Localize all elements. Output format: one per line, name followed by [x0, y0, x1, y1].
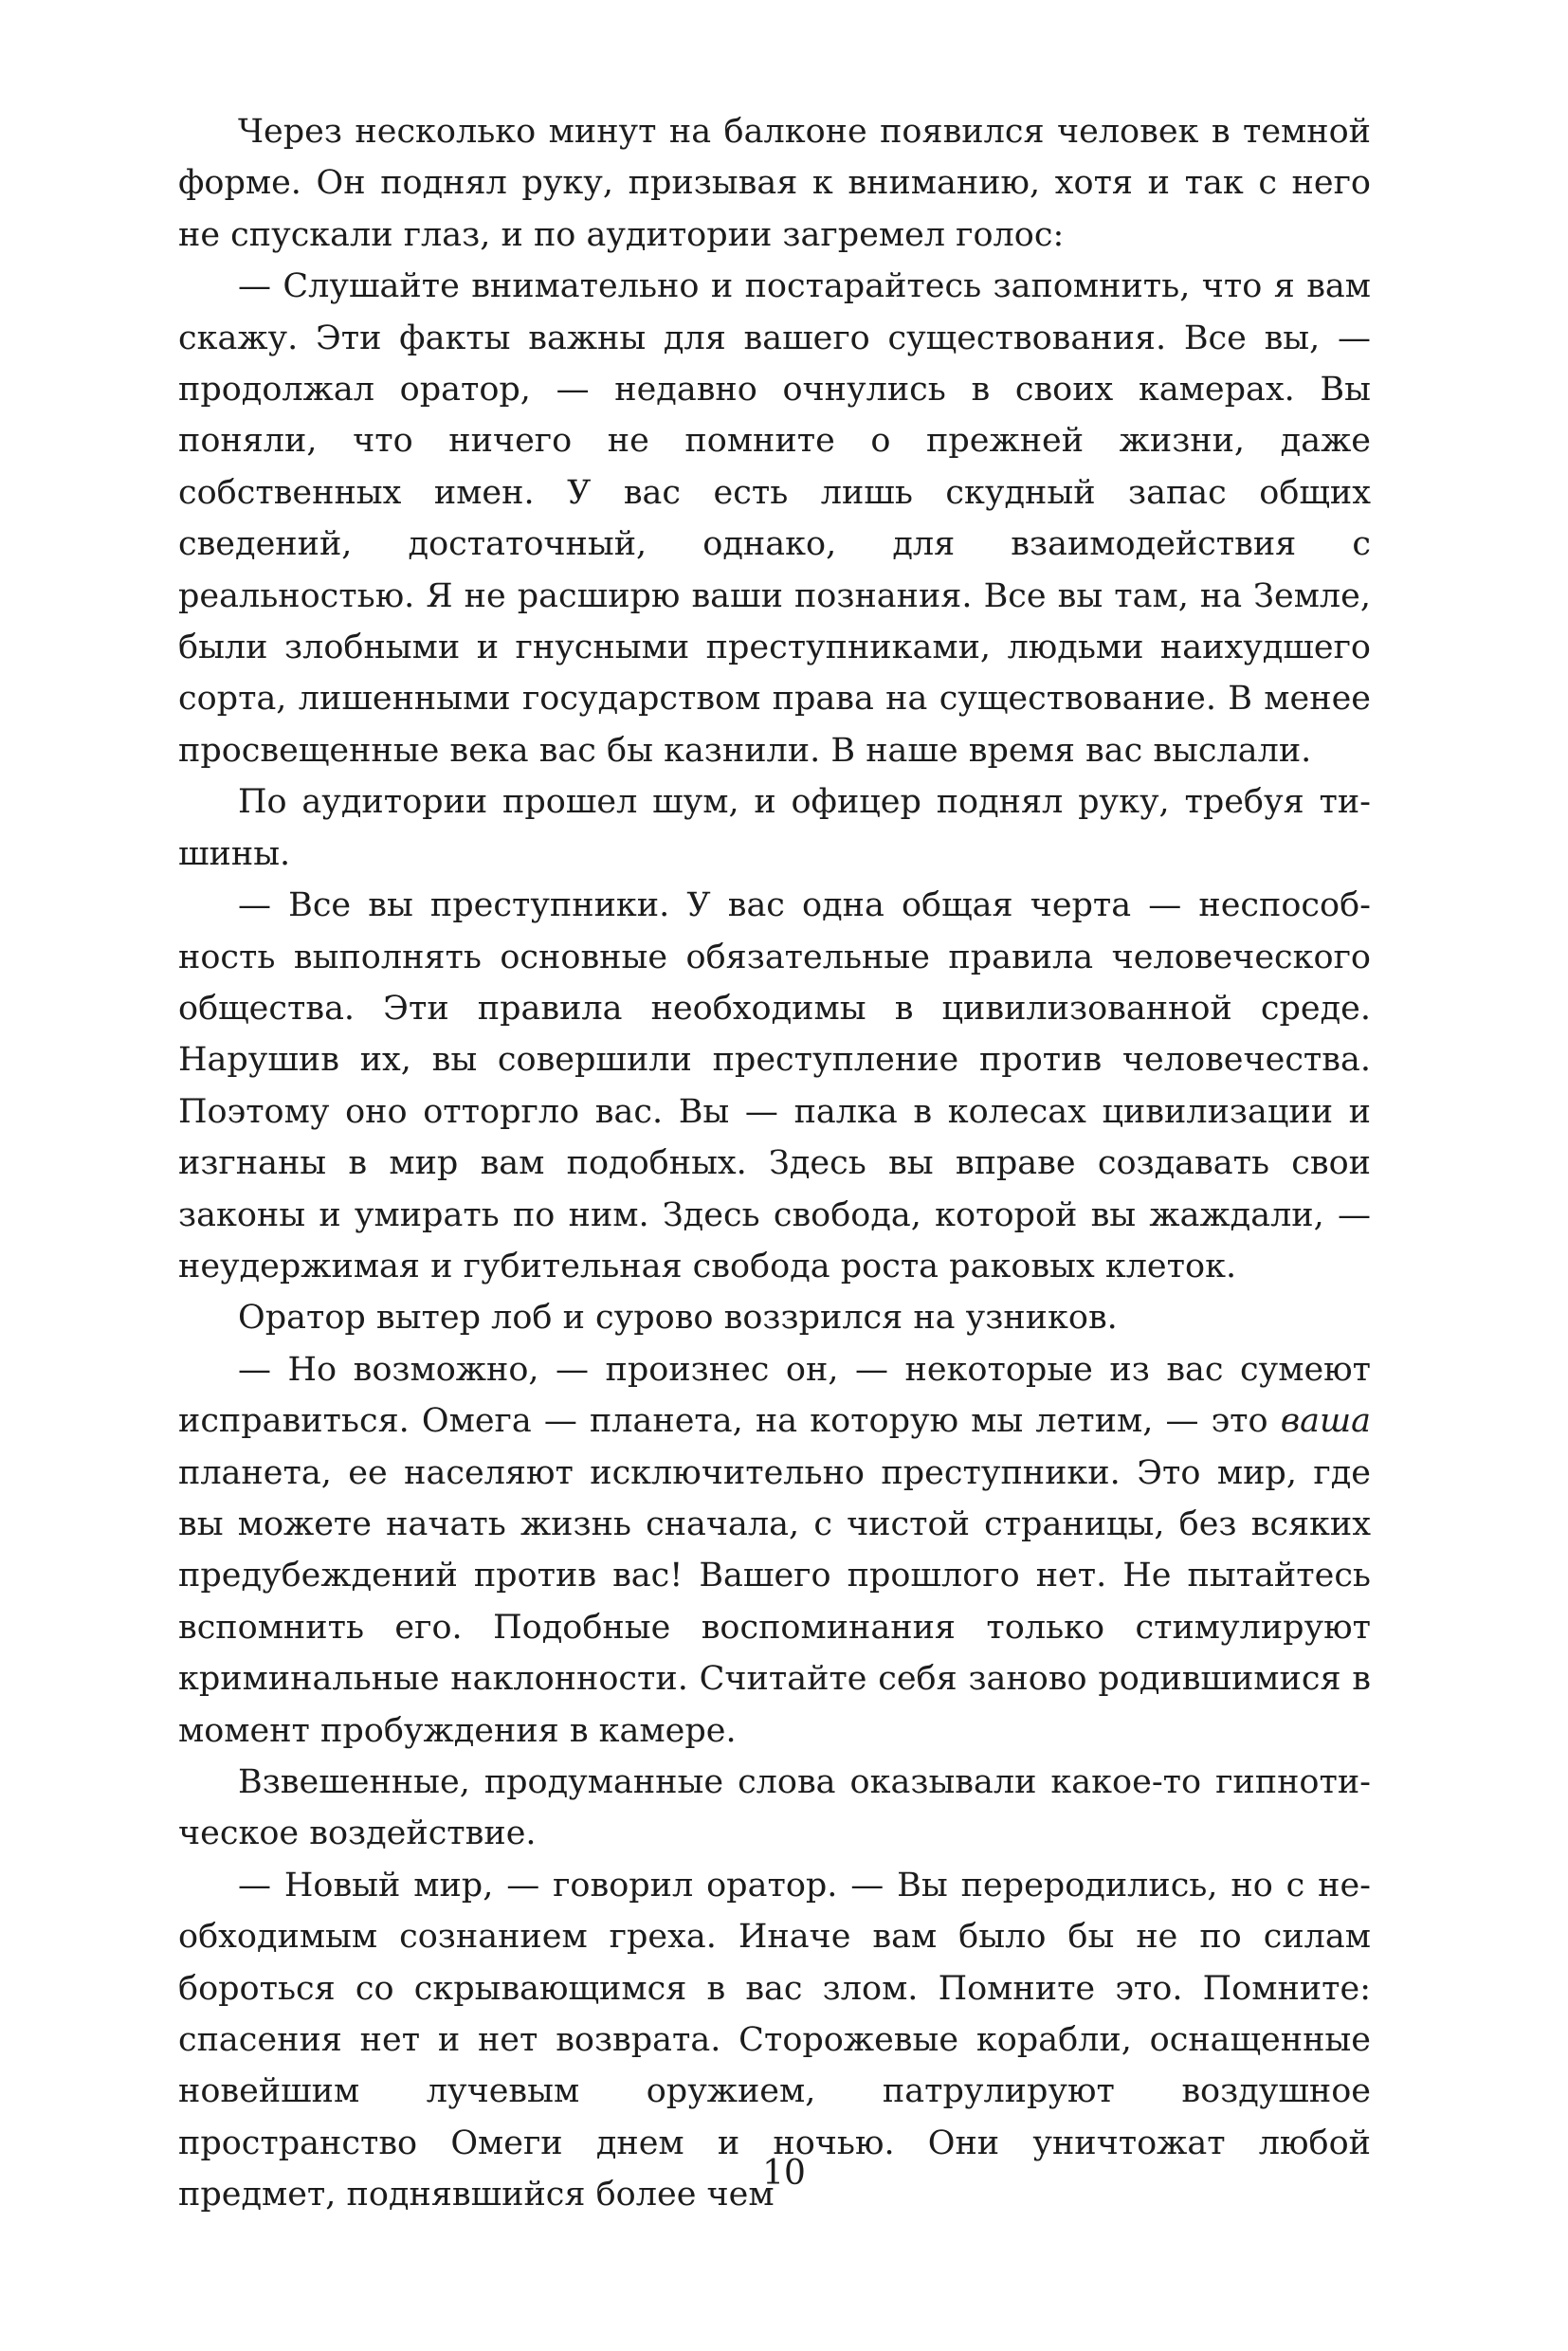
paragraph-1: Через несколько минут на балконе появился человек в темной форме. Он поднял руку, призывая к вниманию, хотя и так с него не спускали глаз, и по аудитории загремел голос: [178, 113, 1371, 254]
paragraph-6-after: планета, ее населяют исключительно преступники. Это мир, где вы можете начать жизнь сначала, с чистой страницы, без всяких предубеждений против вас! Вашего прошлого нет. Не пытайтесь вспомнить его. Подобные воспоминания только стимулируют криминальные наклонности. Считайте себя заново родившимися в момент пробуждения в камере. [178, 1453, 1371, 1750]
paragraph-7: Взвешенные, продуманные слова оказывали какое-то гипнотическое воздействие. [178, 1763, 1371, 1853]
paragraph-2: — Слушайте внимательно и постарайтесь запомнить, что я вам скажу. Эти факты важны для вашего существования. Все вы, — продолжал оратор, — недавно очнулись в своих камерах. Вы поняли, что ничего не помните о прежней жизни, даже собственных имен. У вас есть лишь скудный запас общих сведений, достаточный, однако, для взаимодействия с реальностью. Я не расширю ваши познания. Все вы там, на Земле, были злобными и гнусными преступниками, людьми наихудшего сорта, лишенными государством права на существование. В менее просвещенные века вас бы казнили. В наше время вас выслали. [178, 267, 1371, 770]
paragraph-6-before: — Но возможно, — произнес он, — некоторые из вас сумеют исправиться. Омега — планета, на которую мы летим, — это [178, 1350, 1371, 1441]
paragraph-3: По аудитории прошел шум, и офицер поднял руку, требуя тишины. [178, 783, 1371, 873]
paragraph-8: — Новый мир, — говорил оратор. — Вы переродились, но с необходимым сознанием греха. Иначе вам было бы не по силам бороться со скрывающимся в вас злом. Помните это. Помните: спасения нет и нет возврата. Сторожевые корабли, оснащенные новейшим лучевым оружием, патрулируют воздушное пространство Омеги днем и ночью. Они уничтожат любой предмет, поднявшийся более чем [178, 1866, 1371, 2214]
paragraph-4: — Все вы преступники. У вас одна общая черта — неспособность выполнять основные обязательные правила человеческого общества. Эти правила необходимы в цивилизованной среде. Нарушив их, вы совершили преступление против человечества. Поэтому оно отторгло вас. Вы — палка в колесах цивилизации и изгнаны в мир вам подобных. Здесь вы вправе создавать свои законы и умирать по ним. Здесь свобода, которой вы жаждали, — неудержимая и губительная свобода роста раковых клеток. [178, 886, 1371, 1285]
paragraph-5: Оратор вытер лоб и сурово воззрился на узников. [238, 1299, 1118, 1338]
paragraph-6 [178, 1344, 1371, 1757]
paragraph-6-emphasis: ваша [1280, 1402, 1371, 1441]
body-text [178, 106, 1371, 2221]
page-number: 10 [762, 2154, 806, 2193]
